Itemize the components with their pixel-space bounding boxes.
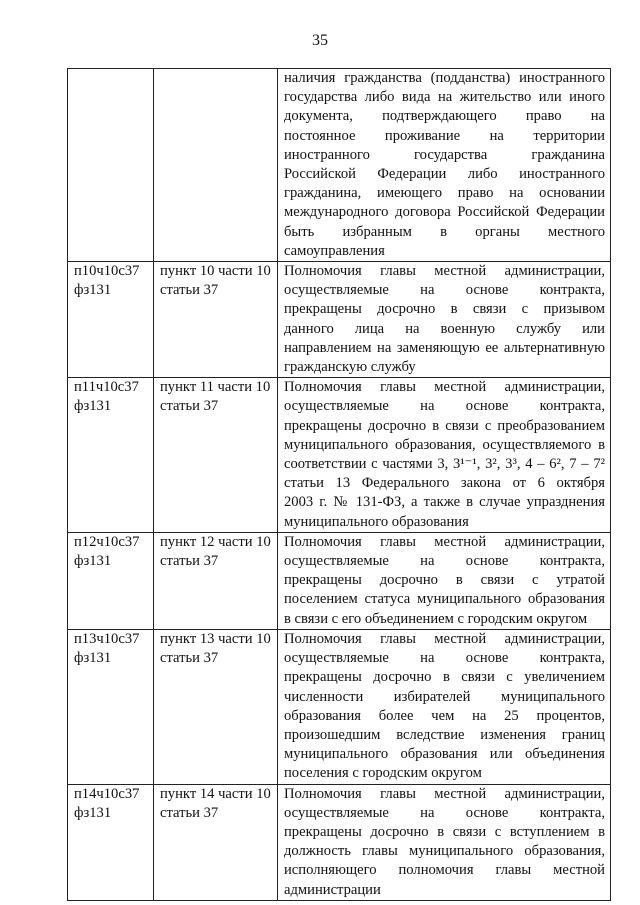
articles-table [67,68,611,901]
description-line: образования более чем на 25 процентов, [284,707,605,724]
reference-cell: пункт 10 части 10 статьи 37 [154,262,278,378]
description-line: поселением статуса муниципального образования [284,591,605,608]
description-line: направлением на заменяющую ее альтернативную [284,339,605,356]
description-line: самоуправления [284,242,385,259]
description-line: Полномочия главы местной администрации, [284,263,605,280]
code-cell: п10ч10с37 фз131 [68,262,154,378]
description-line: прекращены досрочно в связи с преобразованием [284,417,605,434]
description-line: соответствии с частями 3, 3¹⁻¹, 3², 3³, 4 – 6², 7 – 7² [284,456,605,473]
description-line: постоянное проживание на территории [284,127,605,144]
description-line: международного договора Российской Федерации [284,204,605,221]
description-line: осуществляемые на основе контракта, [284,282,605,299]
description-line: гражданскую службу [284,359,416,376]
description-line: статьи 13 Федерального закона от 6 октября [284,475,605,492]
description-line: должность главы муниципального образования, [284,843,605,860]
code-cell: п12ч10с37 фз131 [68,532,154,629]
description-line: Полномочия главы местной администрации, [284,785,605,802]
code-cell: п13ч10с37 фз131 [68,629,154,784]
reference-cell: пункт 13 части 10 статьи 37 [154,629,278,784]
description-line: прекращены досрочно в связи с призывом [284,301,605,318]
description-line: Российской Федерации либо иностранного [284,166,605,183]
description-line: иностранного государства гражданина [284,146,605,163]
code-cell: п14ч10с37 фз131 [68,784,154,900]
description-cell [278,378,611,533]
description-line: документа, подтверждающего право на [284,108,605,125]
table-row [68,262,611,378]
page-number: 35 [312,32,328,49]
description-cell [278,262,611,378]
description-cell [278,69,611,262]
code-cell: п11ч10с37 фз131 [68,378,154,533]
description-line: Полномочия главы местной администрации, [284,379,605,396]
description-line: администрации [284,881,381,898]
description-line: муниципального образования или объединения [284,746,605,763]
description-line: данного лица на военную службу или [284,320,605,337]
description-cell [278,784,611,900]
description-line: осуществляемые на основе контракта, [284,398,605,415]
table-row [68,784,611,900]
description-line: Полномочия главы местной администрации, [284,533,605,550]
description-line: осуществляемые на основе контракта, [284,804,605,821]
description-line: гражданина, имеющего право на основании [284,185,605,202]
description-line: численности избирателей муниципального [284,688,605,705]
description-line: поселения с городским округом [284,765,482,782]
description-cell [278,532,611,629]
code-cell [68,69,154,262]
description-line: прекращены досрочно в связи с утратой [284,572,605,589]
reference-cell: пункт 11 части 10 статьи 37 [154,378,278,533]
description-line: наличия гражданства (подданства) иностранного [284,70,605,86]
description-cell [278,629,611,784]
table-row [68,378,611,533]
description-line: осуществляемые на основе контракта, [284,650,605,667]
description-line: произошедшим вследствие изменения границ [284,726,605,743]
description-line: прекращены досрочно в связи с вступлением в [284,823,605,840]
reference-cell [154,69,278,262]
description-line: прекращены досрочно в связи с увеличением [284,669,605,686]
table-row [68,629,611,784]
table-row [68,532,611,629]
description-line: быть избранным в органы местного [284,223,605,240]
description-line: муниципального образования, осуществляемого в [284,436,605,453]
reference-cell: пункт 14 части 10 статьи 37 [154,784,278,900]
description-line: Полномочия главы местной администрации, [284,630,605,647]
reference-cell: пункт 12 части 10 статьи 37 [154,532,278,629]
description-line: исполняющего полномочия главы местной [284,862,605,879]
description-line: в связи с его объединением с городским округом [284,610,588,627]
table-row [68,69,611,262]
description-line: 2003 г. № 131-ФЗ, а также в случае упразднения [284,494,605,511]
description-line: муниципального образования [284,513,469,530]
description-line: осуществляемые на основе контракта, [284,553,605,570]
description-line: государства либо вида на жительство или иного [284,89,605,106]
